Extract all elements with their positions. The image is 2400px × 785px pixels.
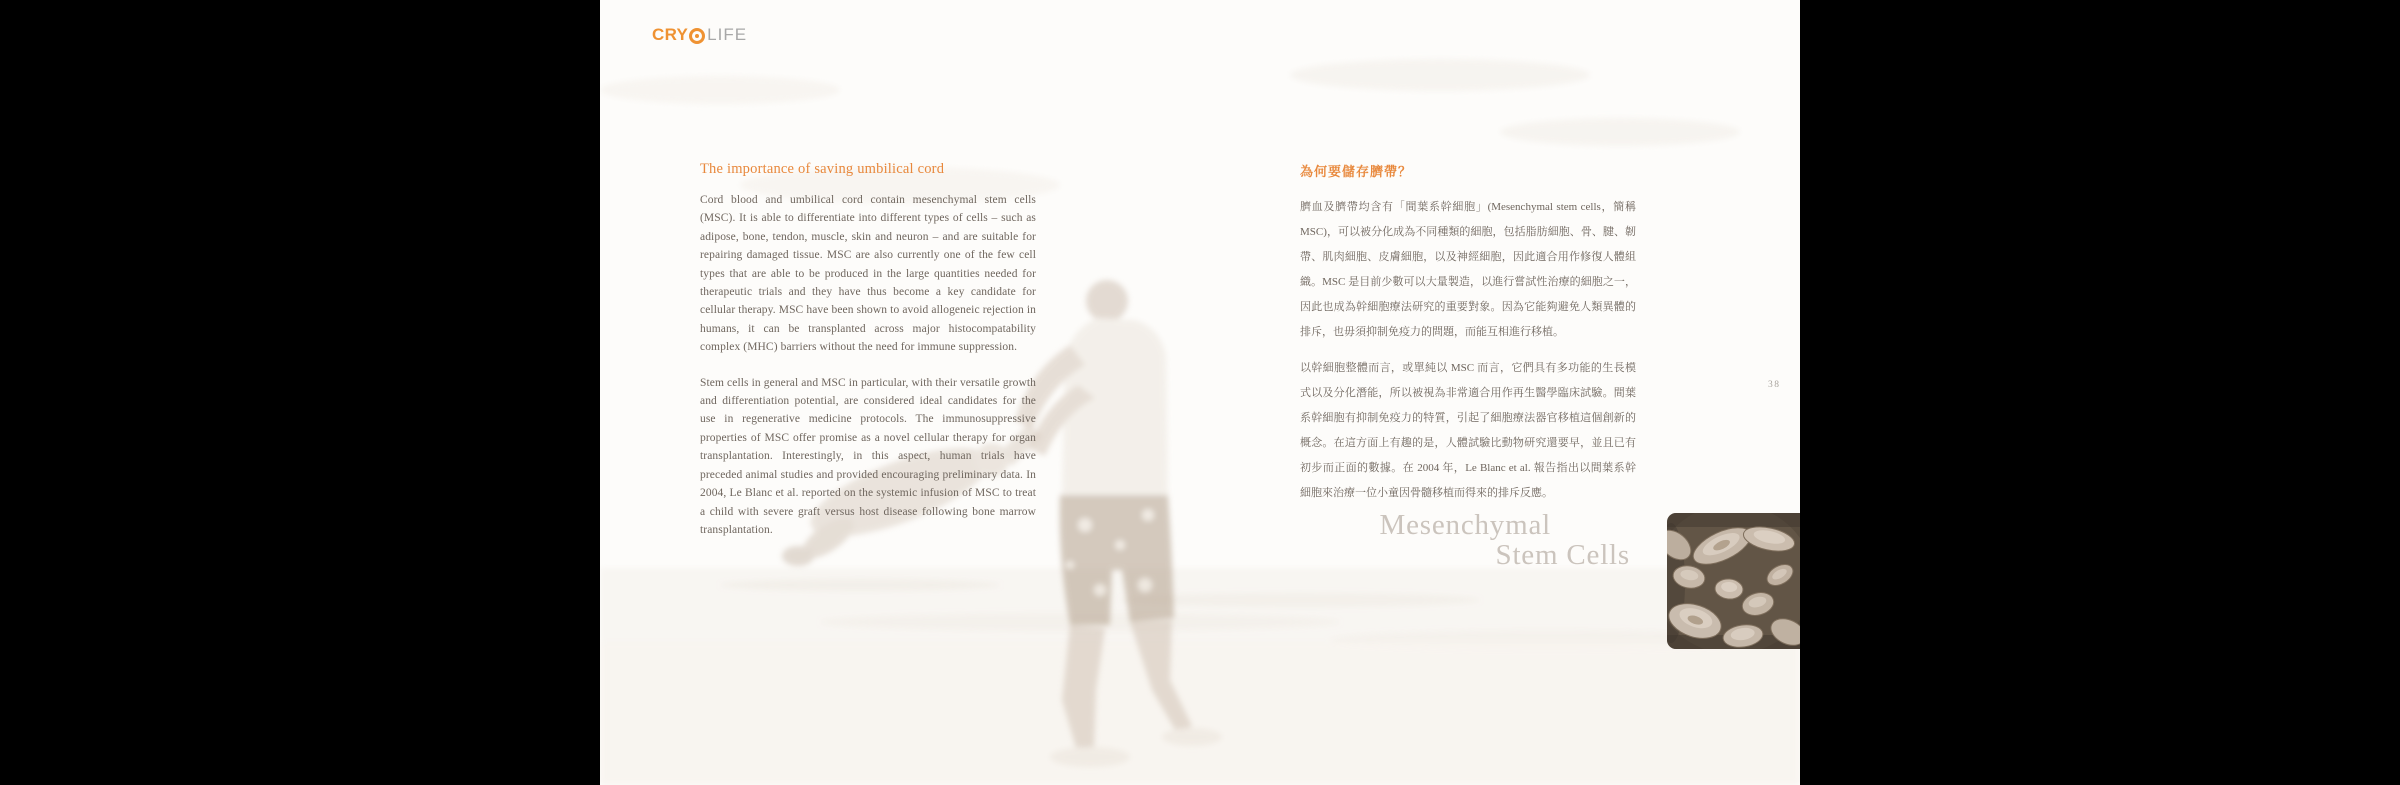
chinese-section	[1300, 161, 1636, 506]
logo-life-text: LIFE	[707, 25, 748, 44]
logo-o-icon	[689, 28, 705, 44]
english-paragraph-1: Cord blood and umbilical cord contain mesenchymal stem cells (MSC). It is able to differentiate into different types of cells – such as adipose, bone, tendon, muscle, skin and neuron – and are suitable for repairing damaged tissue. MSC are also currently one of the few cell types that are able to be produced in the large quantities needed for therapeutic trials and they have thus become a key candidate for cellular therapy. MSC have been shown to avoid allogeneic rejection in humans, it can be transplanted across major histocompatability complex (MHC) barriers without the need for immune suppression.	[700, 194, 1036, 354]
logo-cryo-text: CRY	[652, 25, 689, 44]
cryolife-logo	[652, 25, 747, 45]
english-section	[700, 161, 1036, 539]
english-heading: The importance of saving umbilical cord	[700, 161, 945, 177]
watermark-line1: Mesenchymal	[1379, 509, 1551, 541]
watermark-title	[1378, 510, 1630, 570]
watermark-line2: Stem Cells	[1495, 539, 1630, 571]
page-number: 38	[1768, 380, 1781, 390]
english-paragraph-2: Stem cells in general and MSC in particular, with their versatile growth and differentiation potential, are considered ideal candidates for the use in regenerative medicine protocols. The immunosuppressive properties of MSC offer promise as a novel cellular therapy for organ transplantation. Interestingly, in this aspect, human trials have preceded animal studies and provided encouraging preliminary data. In 2004, Le Blanc et al. reported on the systemic infusion of MSC to treat a child with severe graft versus host disease following bone marrow transplantation.	[700, 376, 1036, 536]
brochure-page	[600, 0, 1800, 785]
chinese-paragraph-2: 以幹細胞整體而言，或單純以 MSC 而言，它們具有多功能的生長模式以及分化潛能，所以被視為非常適合用作再生醫學臨床試驗。間葉系幹細胞有抑制免疫力的特質，引起了細胞療法器官移植這個創新的概念。在這方面上有趣的是，人體試驗比動物研究還要早，並且已有初步而正面的數據。在 2004 年，Le Blanc et al. 報告指出以間葉系幹細胞來治療一位小童因骨髓移植而得來的排斥反應。	[1300, 362, 1636, 499]
blood-cells-photo	[1667, 513, 1800, 649]
chinese-heading: 為何要儲存臍帶？	[1300, 164, 1413, 179]
chinese-paragraph-1: 臍血及臍帶均含有「間葉系幹細胞」(Mesenchymal stem cells，簡稱 MSC)，可以被分化成為不同種類的細胞，包括脂肪細胞、骨、腱、韌帶、肌肉細胞、皮膚細胞，以及神經細胞，因此適合用作修復人體組織。MSC 是目前少數可以大量製造，以進行嘗試性治療的細胞之一，因此也成為幹細胞療法研究的重要對象。因為它能夠避免人類異體的排斥，也毋須抑制免疫力的問題，而能互相進行移植。	[1300, 201, 1636, 338]
